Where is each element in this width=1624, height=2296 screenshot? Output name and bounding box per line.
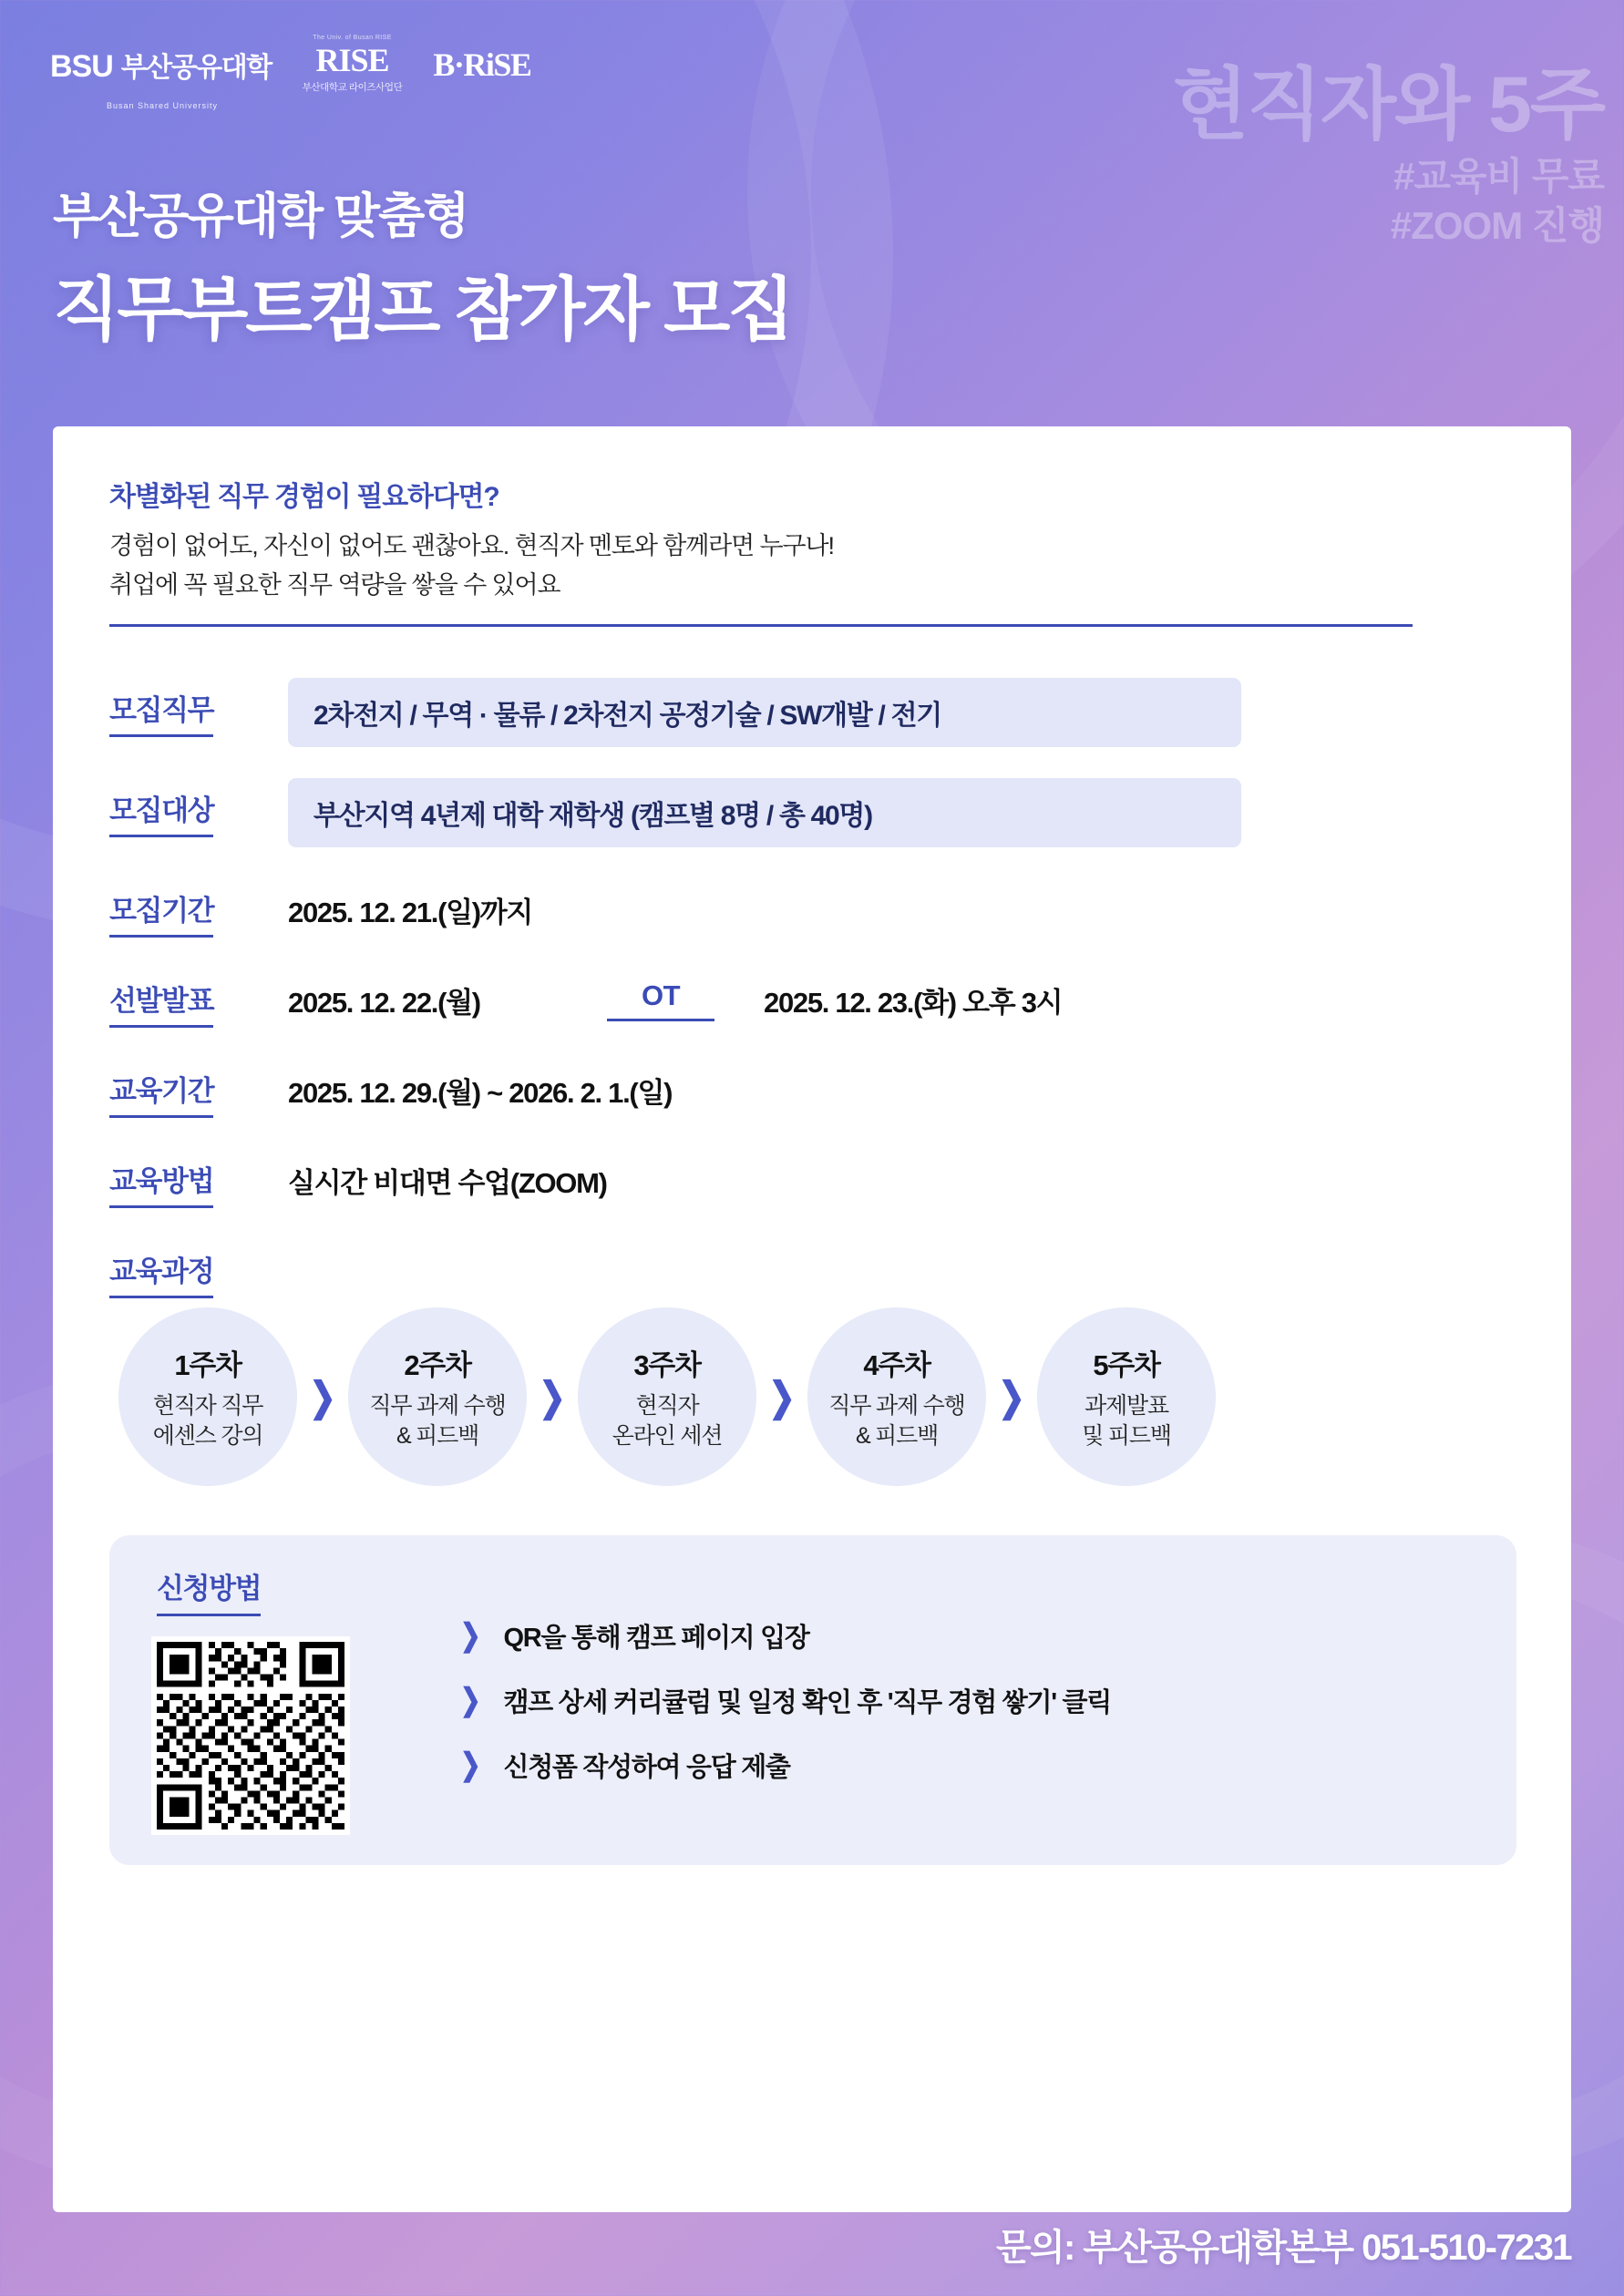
week-desc-2: & 피드백 — [396, 1423, 479, 1450]
background-keywords — [1172, 61, 1604, 249]
week-title: 5주차 — [1093, 1349, 1160, 1382]
page-title: 직무부트캠프 참가자 모집 — [53, 272, 792, 349]
qr-code-icon[interactable] — [151, 1636, 350, 1835]
week-item — [118, 1307, 297, 1486]
ot-label: OT — [607, 969, 714, 1021]
week-desc-2: 및 피드백 — [1082, 1423, 1171, 1450]
week-desc-1: 과제발표 — [1084, 1393, 1168, 1420]
apply-left — [151, 1565, 425, 1835]
info-row-label: 교육방법 — [109, 1149, 288, 1208]
apply-step-label: 캠프 상세 커리큘럼 및 일정 확인 후 '직무 경험 쌓기' 클릭 — [503, 1687, 1111, 1717]
rise-logo-caption: 부산대학교 라이즈사업단 — [302, 82, 403, 93]
info-row-label: 선발발표 — [109, 969, 288, 1028]
apply-steps — [425, 1617, 1475, 1784]
background-keyword-zoom: #ZOOM 진행 — [1390, 203, 1604, 247]
info-row-jobs — [109, 678, 1515, 747]
info-row-label: 모집대상 — [109, 778, 288, 837]
week-desc-1: 직무 과제 수행 — [828, 1393, 965, 1420]
chevron-right-icon: ❯ — [309, 1374, 336, 1420]
info-row-value: 2025. 12. 21.(일)까지 — [288, 897, 533, 929]
lead-line-2: 취업에 꼭 필요한 직무 역량을 쌓을 수 있어요 — [109, 570, 560, 599]
page-subtitle: 부산공유대학 맞춤형 — [53, 190, 468, 243]
info-row-value: 실시간 비대면 수업(ZOOM) — [288, 1167, 607, 1200]
bsu-logo-subtitle: Busan Shared University — [107, 100, 219, 110]
week-desc-2: & 피드백 — [855, 1423, 939, 1450]
background-keyword-headline: 현직자와 5주 — [1172, 61, 1604, 149]
week-desc-1: 현직자 — [635, 1393, 699, 1420]
week-desc-2: 온라인 세션 — [612, 1423, 723, 1450]
info-row-announcement — [109, 969, 1515, 1028]
apply-step — [457, 1682, 1475, 1719]
bsu-logo-mark: BSU — [50, 48, 113, 84]
rise-logo-mark: RISE — [315, 42, 389, 78]
rise-logo — [303, 35, 403, 94]
content-card — [53, 426, 1571, 2212]
apply-step — [457, 1617, 1475, 1655]
week-title: 2주차 — [404, 1349, 471, 1382]
chevron-right-icon: ❯ — [459, 1618, 481, 1654]
info-row-value: 2차전지 / 무역 · 물류 / 2차전지 공정기술 / SW개발 / 전기 — [288, 678, 1241, 747]
week-desc-1: 현직자 직무 — [152, 1393, 263, 1420]
week-desc-2: 에센스 강의 — [152, 1423, 263, 1450]
week-title: 3주차 — [633, 1349, 701, 1382]
chevron-right-icon: ❯ — [459, 1748, 481, 1783]
week-item — [348, 1307, 527, 1486]
info-row-label: 교육과정 — [109, 1239, 288, 1298]
brise-logo: B·RiSE — [433, 46, 531, 83]
chevron-right-icon: ❯ — [768, 1374, 796, 1420]
lead-heading: 차별화된 직무 경험이 필요하다면? — [109, 482, 499, 512]
ot-date: 2025. 12. 23.(화) 오후 3시 — [764, 987, 1063, 1020]
info-row-label: 교육기간 — [109, 1059, 288, 1118]
info-row-period — [109, 878, 1515, 938]
lead-body — [109, 527, 1515, 604]
info-row-value: 부산지역 4년제 대학 재학생 (캠프별 8명 / 총 40명) — [288, 778, 1241, 847]
apply-step — [457, 1747, 1475, 1784]
week-item — [1037, 1307, 1216, 1486]
bsu-logo-korean: 부산공유대학 — [120, 52, 272, 83]
announcement-date: 2025. 12. 22.(월) — [288, 987, 480, 1020]
apply-section — [109, 1535, 1516, 1865]
apply-step-label: QR을 통해 캠프 페이지 입장 — [503, 1623, 809, 1653]
apply-title: 신청방법 — [157, 1565, 261, 1616]
week-item — [578, 1307, 756, 1486]
info-row-value: 2025. 12. 29.(월) ~ 2026. 2. 1.(일) — [288, 1077, 673, 1110]
info-row-curriculum — [109, 1239, 1515, 1298]
rise-logo-tiny: The Univ. of Busan RISE — [313, 35, 392, 41]
info-row-target — [109, 778, 1515, 847]
chevron-right-icon: ❯ — [998, 1374, 1025, 1420]
announcement-and-ot — [288, 969, 1062, 1021]
lead-line-1: 경험이 없어도, 자신이 없어도 괜찮아요. 현직자 멘토와 함께라면 누구나! — [109, 532, 834, 559]
bsu-logo — [50, 45, 272, 110]
week-item — [807, 1307, 986, 1486]
info-rows — [109, 678, 1515, 1298]
background-keyword-free: #교육비 무료 — [1393, 155, 1604, 199]
week-title: 4주차 — [863, 1349, 930, 1382]
chevron-right-icon: ❯ — [459, 1683, 481, 1718]
week-title: 1주차 — [174, 1349, 242, 1382]
week-desc-1: 직무 과제 수행 — [369, 1393, 506, 1420]
curriculum-weeks — [118, 1307, 1515, 1486]
info-row-label: 모집직무 — [109, 678, 288, 737]
apply-step-label: 신청폼 작성하여 응답 제출 — [503, 1752, 790, 1782]
info-row-method — [109, 1149, 1515, 1208]
poster-title — [53, 178, 792, 354]
info-row-label: 모집기간 — [109, 878, 288, 938]
chevron-right-icon: ❯ — [539, 1374, 566, 1420]
logo-bar — [50, 35, 531, 110]
contact-footer: 문의: 부산공유대학본부 051-510-7231 — [995, 2228, 1571, 2268]
info-row-training-period — [109, 1059, 1515, 1118]
section-divider — [109, 624, 1413, 627]
